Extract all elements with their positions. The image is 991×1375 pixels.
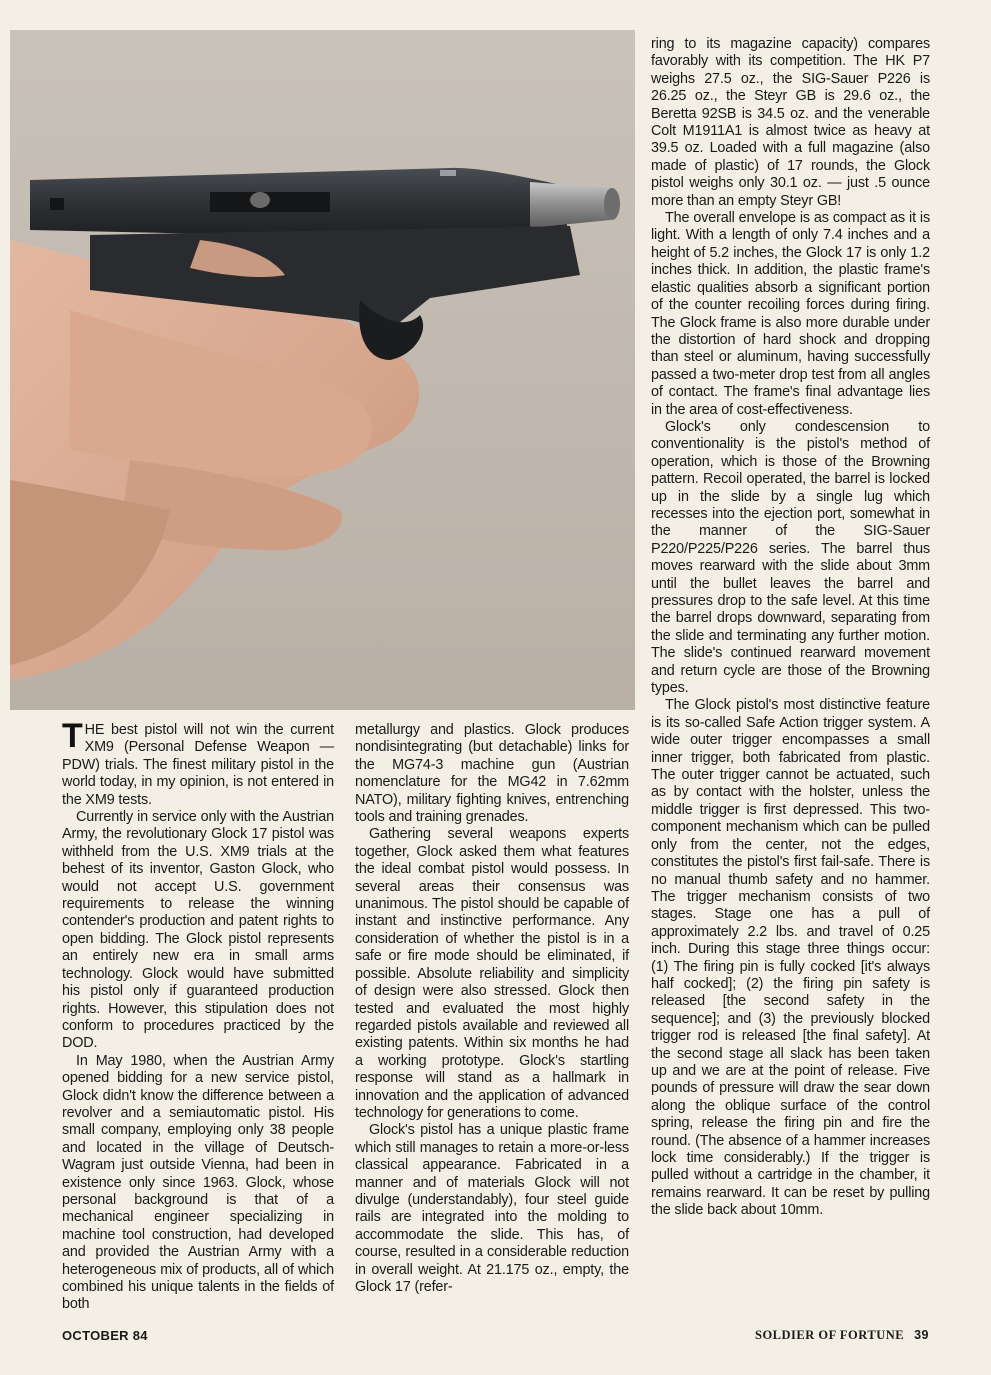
article-paragraph: In May 1980, when the Austrian Army opened bidding for a new service pistol, Glock didn't know the difference between a revolver and a semiautomatic pistol. His small company, employing only 38 people and located in the village of Deutsch-Wagram just outside Vienna, had been in existence only since 1963. Glock, whose personal background is that of a mechanical engineer specializing in machine tool construction, had developed and provided the Austrian Army with a heterogeneous mix of products, all of which combined his unique talents in the fields of both: [62, 1052, 334, 1313]
article-paragraph: metallurgy and plastics. Glock produces nondisintegrating (but detachable) links for the MG74-3 machine gun (Austrian nomenclature for the MG42 in 7.62mm NATO), military fighting knives, entrenching tools and training grenades.: [355, 722, 629, 826]
drop-cap: T: [62, 717, 83, 755]
hand-holding-pistol-illustration: [10, 30, 635, 710]
issue-date: OCTOBER 84: [62, 1328, 148, 1343]
article-photo: [10, 30, 635, 710]
page-number: 39: [914, 1328, 929, 1342]
article-paragraph: The overall envelope is as compact as it is light. With a length of only 7.4 inches and a height of 5.2 inches, the Glock 17 is only 1.2 inches thick. In addition, the plastic frame's elastic qualities absorb a significant portion of the counter recoiling forces during firing. The Glock frame is also more durable under the distortion of hard shock and dropping than steel or aluminum, having successfully passed a two-meter drop test from all angles of contact. The frame's final advantage lies in the area of cost-effectiveness.: [651, 210, 930, 418]
article-column-2: [355, 722, 629, 1296]
article-paragraph: Glock's only condescension to conventionality is the pistol's method of operation, which is those of the Browning pattern. Recoil operated, the barrel is locked up in the slide by a single lug which recesses into the ejection port, somewhat in the manner of the SIG-Sauer P220/P225/P226 series. The barrel thus moves rearward with the slide about 3mm until the bullet leaves the barrel and pressures drop to the safe level. At this time the barrel drops downward, separating from the slide and terminating any further motion. The slide's continued rearward movement and return cycle are those of the Browning types.: [651, 418, 930, 697]
article-paragraph: ring to its magazine capacity) compares favorably with its competition. The HK P7 weighs 27.5 oz., the SIG-Sauer P226 is 26.25 oz., the Steyr GB is 29.6 oz., the Beretta 92SB is 34.5 oz. and the venerable Colt M1911A1 is almost twice as heavy at 39.5 oz. Loaded with a full magazine (also made of plastic) of 17 rounds, the Glock pistol weighs only 30.1 oz. — just .5 ounce more than an empty Steyr GB!: [651, 36, 930, 209]
article-column-3: [651, 36, 930, 1220]
article-paragraph: Currently in service only with the Austrian Army, the revolutionary Glock 17 pistol was withheld from the U.S. XM9 trials at the behest of its inventor, Gaston Glock, who would not accept U.S. government requirements to release the winning contender's production and patent rights to open bidding. The Glock pistol represents an entirely new era in small arms technology. Glock would have submitted his pistol only if guaranteed production rights. However, this stipulation does not conform to procedures practiced by the DOD.: [62, 809, 334, 1052]
article-paragraph: The Glock pistol's most distinctive feature is its so-called Safe Action trigger system. A wide outer trigger encompasses a small inner trigger, both fabricated from plastic. The outer trigger cannot be actuated, such as by contact with the holster, unless the middle trigger is first depressed. This two-component mechanism which can be pulled only from the center, not the edges, constitutes the pistol's first fail-safe. There is no manual thumb safety and no hammer. The trigger mechanism consists of two stages. Stage one has a pull of approximately 2.2 lbs. and travel of 0.25 inch. During this stage three things occur: (1) The firing pin is fully cocked [it's always half cocked]; (2) the firing pin safety is released [the second safety in the sequence]; and (3) the previously blocked trigger rod is released [the final safety]. At the second stage all slack has been taken up and we are at the point of release. Five pounds of pressure will draw the sear down along the oblique surface of the control spring, release the firing pin and fire the round. (The absence of a hammer increases lock time considerably.) If the trigger is pulled without a cartridge in the chamber, it remains rearward. It can be reset by pulling the slide back about 10mm.: [651, 697, 930, 1219]
article-paragraph: [62, 717, 334, 809]
running-footer: [755, 1328, 929, 1343]
magazine-name: SOLDIER OF FORTUNE: [755, 1328, 905, 1342]
paragraph-text: HE best pistol will not win the current XM9 (Personal Defense Weapon — PDW) trials. The finest military pistol in the world today, in my opinion, is not entered in the XM9 tests.: [62, 722, 334, 808]
article-column-1: [62, 717, 334, 1314]
article-paragraph: Gathering several weapons experts together, Glock asked them what features the ideal combat pistol would possess. In several areas their consensus was unanimous. The pistol should be capable of instant and instinctive performance. Any consideration of whether the pistol is in a safe or fire mode should be eliminated, if possible. Absolute reliability and simplicity of design were also stressed. Glock then tested and evaluated the most highly regarded pistols available and reviewed all existing patents. Within six months he had a working prototype. Glock's startling response will stand as a hallmark in innovation and the application of advanced technology for generations to come.: [355, 826, 629, 1121]
article-paragraph: Glock's pistol has a unique plastic frame which still manages to retain a more-or-less classical appearance. Fabricated in a manner and of materials Glock will not divulge (understandably), four steel guide rails are integrated into the molding to accommodate the slide. This has, of course, resulted in a considerable reduction in overall weight. At 21.175 oz., empty, the Glock 17 (refer-: [355, 1122, 629, 1295]
